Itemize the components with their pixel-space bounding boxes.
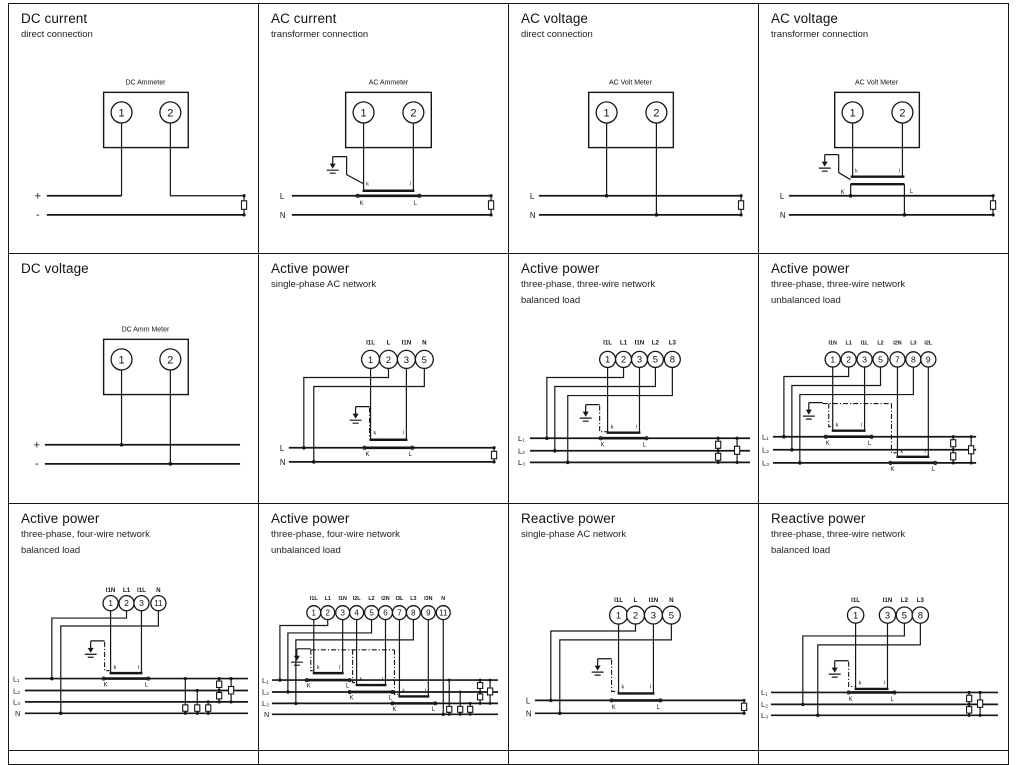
panel-active-power-3ph-4wire-unbalanced — [259, 504, 509, 751]
terminal-label: I1N — [105, 586, 116, 594]
terminal-number: 3 — [403, 354, 410, 366]
line-label: L₂ — [517, 446, 526, 456]
wires — [545, 367, 672, 464]
terminal-label: N — [156, 586, 161, 594]
ct-pri-K-label: K — [359, 200, 364, 207]
load-resistor — [206, 705, 211, 711]
terminal-number: 1 — [603, 107, 610, 120]
panel-active-power-3ph-4wire-balanced — [9, 504, 259, 751]
ct-pri-L-label: L — [408, 451, 413, 458]
wires — [278, 620, 445, 716]
load-resistor — [488, 201, 493, 210]
terminal-label: I1N — [401, 339, 412, 347]
load-resistor — [478, 694, 483, 700]
terminal-label: L1 — [845, 340, 852, 347]
terminal-number: 2 — [167, 107, 174, 120]
panel-partial-next-row — [509, 751, 759, 765]
panel-subtitle: three-phase, four-wire network — [21, 529, 150, 540]
earth-ground-icon — [592, 659, 612, 675]
wires — [801, 624, 920, 718]
panel-header — [771, 261, 905, 307]
terminal-label: L3 — [668, 339, 676, 347]
terminal-number: 8 — [910, 354, 916, 365]
terminal-number: 5 — [878, 354, 883, 365]
terminal-number: 8 — [669, 354, 675, 366]
ct-pri-L-label: L — [413, 200, 418, 207]
line-label: N — [263, 710, 270, 720]
panel-reactive-power-single-phase — [509, 504, 759, 751]
ct-sec-l-label: l — [424, 688, 426, 695]
line-label: L₃ — [761, 458, 770, 468]
ct-sec-k-label: k — [316, 665, 320, 672]
earth-ground-icon — [803, 403, 823, 420]
panel-title: Active power — [521, 261, 600, 276]
line-label: N — [279, 210, 286, 220]
terminal-number: 6 — [383, 608, 388, 618]
ct-sec-l-label: l — [860, 422, 863, 429]
terminal-number: 5 — [369, 608, 374, 618]
terminal-label: N — [422, 339, 427, 347]
line-label: + — [33, 439, 41, 452]
terminal-label: L2 — [368, 596, 375, 603]
current-transformer-1 — [305, 620, 351, 690]
terminal-label: L3 — [910, 340, 917, 347]
ct-sec-l-label: l — [883, 680, 885, 687]
ct-pri-L-label: L — [431, 706, 435, 713]
line-label: + — [34, 190, 42, 203]
earth-ground-icon — [350, 407, 370, 424]
ct-sec-k-label: k — [900, 448, 904, 455]
ct-pri-K-label: K — [306, 683, 311, 690]
panel-title: AC voltage — [521, 11, 589, 26]
panel-title: AC voltage — [771, 11, 839, 26]
panel-title: Active power — [271, 261, 350, 276]
panel-header — [21, 261, 89, 276]
line-label: L₂ — [261, 687, 270, 697]
current-transformer-1 — [824, 367, 873, 447]
terminal-label: I1L — [614, 597, 624, 605]
line-label: - — [35, 457, 39, 470]
terminal-number: 11 — [154, 598, 163, 608]
terminal-label: L1 — [619, 339, 628, 347]
terminal-number: 4 — [354, 608, 359, 618]
load-resistor — [969, 446, 974, 454]
ct-sec-k-label: k — [621, 684, 625, 691]
line-label: N — [525, 709, 532, 719]
wires — [47, 123, 247, 216]
terminal-number: 1 — [311, 608, 316, 618]
wires — [292, 194, 494, 216]
terminal-number: 3 — [650, 610, 657, 622]
current-transformer — [363, 368, 414, 457]
ct-pri-L-label: L — [144, 682, 149, 689]
terminal-label: L1 — [324, 596, 331, 603]
panel-header — [521, 261, 655, 307]
terminal-label: I2N — [893, 340, 902, 347]
terminal-label: L2 — [877, 340, 884, 347]
line-label: L — [279, 191, 285, 201]
ct-sec-k-label: k — [373, 430, 377, 437]
load-resistor — [241, 201, 246, 210]
panel-subtitle: direct connection — [21, 29, 93, 40]
terminal-number: 5 — [652, 354, 659, 366]
terminal-label: I1L — [309, 596, 318, 603]
panel-subtitle: three-phase, three-wire network — [521, 279, 656, 290]
current-transformer — [102, 611, 150, 689]
panel-subtitle: single-phase AC network — [521, 529, 627, 540]
terminal-label: I1L — [860, 340, 869, 347]
panel-ac-voltage-direct — [509, 4, 759, 254]
ct-pri-K-label: K — [349, 695, 354, 702]
ct-sec-k-label: k — [113, 665, 117, 672]
ground-dash-wire — [849, 662, 855, 687]
ground-wire — [347, 157, 364, 184]
terminal-number: 1 — [852, 610, 859, 622]
load-resistor — [978, 700, 983, 707]
line-label: N — [279, 457, 286, 467]
ct-pri-L-label: L — [867, 440, 872, 447]
terminal-label: I1N — [648, 597, 659, 605]
panel-title: Reactive power — [521, 511, 616, 526]
panel-header — [271, 261, 376, 292]
current-transformer — [610, 624, 662, 711]
ct-pri-K-label: K — [848, 696, 853, 703]
panel-partial-next-row — [9, 751, 259, 765]
line-label: L₂ — [760, 700, 769, 710]
terminal-label: L3 — [410, 596, 417, 603]
load-resistor — [738, 201, 743, 210]
power-lines — [773, 435, 976, 464]
line-label: L₃ — [760, 711, 769, 721]
line-label: N — [14, 709, 21, 719]
earth-ground-icon — [819, 155, 839, 172]
load-resistor — [967, 695, 972, 701]
ct-pri-K-label: K — [600, 442, 605, 449]
load-resistor — [716, 441, 721, 448]
load-resistor — [734, 446, 739, 454]
terminal-number: 11 — [439, 608, 448, 618]
panel-header — [771, 11, 868, 42]
panel-subtitle: three-phase, four-wire network — [271, 529, 400, 540]
line-label: L — [529, 191, 535, 201]
panel-active-power-3ph-3wire-balanced — [509, 254, 759, 504]
load-resistor — [468, 706, 473, 712]
terminal-label: L2 — [900, 597, 909, 605]
panel-header — [21, 511, 150, 557]
ground-dash-wire — [823, 404, 897, 453]
line-label: L — [779, 191, 785, 201]
terminal-number: 8 — [917, 610, 923, 622]
terminal-number: 3 — [340, 608, 345, 618]
load-resistor — [447, 706, 452, 712]
panel-dc-voltage — [9, 254, 259, 504]
line-label: L₁ — [12, 674, 20, 684]
ct-sec-k-label: k — [835, 422, 839, 429]
line-label: L₁ — [761, 432, 769, 442]
line-label: - — [36, 208, 40, 221]
load-resistor — [990, 201, 995, 210]
ct-pri-L-label: L — [656, 704, 661, 711]
terminal-number: 2 — [620, 354, 627, 366]
ct-pri-K-label: K — [825, 440, 830, 447]
panel-subtitle-2: unbalanced load — [771, 294, 841, 306]
line-label: L₃ — [517, 458, 526, 468]
panel-subtitle: single-phase AC network — [271, 279, 377, 290]
panel-subtitle-2: balanced load — [771, 544, 831, 556]
line-label: L — [525, 696, 531, 706]
ct-pri-L-label: L — [642, 442, 647, 449]
terminal-number: 7 — [895, 354, 900, 365]
voltage-transformer — [841, 123, 914, 217]
current-transformer — [599, 367, 648, 448]
panel-dc-current-direct — [9, 4, 259, 254]
earth-ground-icon — [829, 661, 849, 677]
vt-pri-K-label: K — [840, 189, 845, 196]
terminal-label: I1L — [851, 597, 861, 605]
ct-pri-L-label: L — [388, 695, 393, 702]
load-resistor — [458, 706, 463, 712]
terminal-label: I1L — [366, 339, 376, 347]
terminal-label: I3L — [395, 596, 404, 603]
vt-sec-l-label: l — [898, 168, 900, 175]
terminal-number: 2 — [632, 610, 639, 622]
terminal-number: 1 — [849, 107, 856, 120]
panel-title: Active power — [271, 511, 350, 526]
current-transformer — [356, 123, 421, 207]
terminal-label: I1N — [338, 596, 347, 603]
terminal-number: 9 — [925, 354, 931, 365]
load-resistor — [217, 692, 222, 698]
panel-partial-next-row — [259, 751, 509, 765]
terminal-number: 3 — [139, 598, 144, 609]
ct-sec-l-label: l — [649, 684, 651, 691]
terminal-number: 1 — [108, 598, 113, 609]
ct-sec-k-label: k — [858, 680, 862, 687]
terminal-number: 1 — [360, 107, 367, 120]
terminal-number: 5 — [901, 610, 908, 622]
panel-ac-voltage-transformer — [759, 4, 1009, 254]
terminal-number: 2 — [899, 107, 906, 120]
ct-sec-k-label: k — [610, 424, 614, 431]
ground-wire — [839, 155, 851, 180]
line-label: L₂ — [761, 445, 770, 455]
panel-header — [521, 11, 593, 42]
load-resistor — [951, 440, 956, 447]
panel-active-power-single-phase — [259, 254, 509, 504]
ct-sec-l-label: l — [635, 424, 637, 431]
terminal-number: 1 — [830, 354, 836, 365]
terminal-number: 1 — [604, 354, 611, 366]
power-lines — [25, 677, 248, 715]
earth-ground-icon — [580, 405, 600, 422]
panel-subtitle: three-phase, three-wire network — [771, 279, 906, 290]
load-resistor — [741, 703, 746, 710]
earth-ground-icon — [291, 649, 311, 665]
terminal-number: 1 — [367, 354, 374, 366]
terminal-label: I1N — [882, 597, 893, 605]
panel-header — [271, 11, 368, 42]
panel-title: Active power — [21, 511, 100, 526]
vt-pri-L-label: L — [909, 188, 914, 195]
terminal-label: I2N — [381, 596, 390, 603]
terminal-number: 9 — [426, 608, 431, 618]
meter-label: DC Amm Meter — [121, 326, 170, 334]
terminal-number: 5 — [668, 610, 674, 622]
terminal-label: L3 — [916, 597, 924, 605]
meter-label: AC Volt Meter — [609, 79, 653, 87]
ct-sec-l-label: l — [402, 430, 404, 437]
line-label: L₂ — [12, 686, 21, 696]
terminal-number: 1 — [615, 610, 622, 622]
load-resistor — [491, 451, 496, 459]
terminal-label: I1L — [137, 586, 146, 594]
terminal-number: 8 — [411, 608, 416, 618]
line-label: L₁ — [261, 675, 269, 685]
panel-header — [21, 11, 93, 42]
panel-subtitle-2: balanced load — [21, 544, 81, 556]
ground-dash-wire — [105, 642, 110, 671]
panel-title: Active power — [771, 261, 850, 276]
wiring-diagram — [9, 254, 258, 503]
load-resistor — [229, 687, 234, 694]
meter-label: DC Ammeter — [125, 79, 166, 87]
load-resistor — [478, 683, 483, 689]
vt-sec-k-label: k — [855, 168, 858, 175]
ct-sec-k-label: k — [359, 677, 363, 684]
ground-dash-wire — [600, 406, 607, 432]
line-label: L₃ — [12, 697, 21, 707]
panel-active-power-3ph-3wire-unbalanced — [759, 254, 1009, 504]
terminal-number: 2 — [167, 354, 174, 367]
ct-pri-L-label: L — [345, 683, 350, 690]
ct-pri-K-label: K — [392, 706, 397, 713]
ct-pri-K-label: K — [611, 704, 616, 711]
terminal-label: N — [669, 597, 674, 605]
panel-title: Reactive power — [771, 511, 866, 526]
panel-title: DC current — [21, 11, 88, 26]
ct-pri-K-label: K — [890, 466, 895, 473]
terminal-label: I1N — [828, 340, 837, 347]
panel-reactive-power-3ph-3wire-balanced — [759, 504, 1009, 751]
ct-sec-l-label: l — [338, 665, 341, 672]
ct-sec-l-label: l — [924, 448, 926, 455]
ground-dash-wire — [612, 660, 618, 692]
terminal-label: L — [633, 597, 638, 605]
panel-title: DC voltage — [21, 261, 89, 276]
ct-pri-L-label: L — [890, 696, 895, 703]
terminal-number: 2 — [124, 598, 129, 609]
panel-header — [771, 511, 905, 557]
schematic-sheet — [8, 3, 1009, 765]
panel-ac-current-transformer — [259, 4, 509, 254]
terminal-number: 2 — [846, 354, 852, 365]
panel-subtitle-2: unbalanced load — [271, 544, 341, 556]
terminal-label: L — [386, 339, 391, 347]
terminal-label: I2L — [924, 340, 933, 347]
terminal-label: L2 — [651, 339, 660, 347]
terminal-label: I1N — [634, 339, 645, 347]
load-resistor — [195, 705, 200, 711]
panel-header — [271, 511, 400, 557]
line-label: N — [779, 210, 786, 220]
terminal-number: 2 — [325, 608, 330, 618]
panel-subtitle: three-phase, three-wire network — [771, 529, 906, 540]
line-label: L₃ — [261, 699, 270, 709]
wires — [789, 194, 996, 216]
panel-subtitle: transformer connection — [771, 29, 869, 40]
panel-header — [521, 511, 626, 542]
line-label: N — [529, 210, 536, 220]
earth-ground-icon — [327, 157, 347, 174]
terminal-number: 3 — [636, 354, 643, 366]
terminal-label: L1 — [122, 586, 131, 594]
terminal-number: 2 — [653, 107, 660, 120]
terminal-label: I2L — [352, 596, 361, 603]
ct-sec-l-label: l — [409, 181, 411, 188]
panel-subtitle-2: balanced load — [521, 294, 581, 306]
power-lines — [771, 691, 998, 717]
meter-label: AC Ammeter — [368, 79, 409, 87]
line-label: L — [279, 443, 285, 453]
terminal-label: N — [441, 596, 446, 603]
line-label: L₁ — [517, 434, 525, 444]
panel-partial-next-row — [759, 751, 1009, 765]
ct-sec-l-label: l — [137, 665, 139, 672]
ct-pri-L-label: L — [931, 466, 935, 473]
wires — [539, 123, 744, 217]
power-lines — [535, 699, 747, 715]
terminal-number: 5 — [421, 354, 427, 366]
terminal-number: 1 — [118, 107, 125, 120]
load-resistor — [716, 453, 721, 460]
earth-ground-icon — [85, 641, 105, 657]
load-resistor — [487, 688, 492, 695]
load-resistor — [217, 681, 222, 687]
meter-label: AC Volt Meter — [855, 79, 899, 87]
ct-sec-k-label: k — [402, 688, 406, 695]
power-lines — [530, 437, 750, 464]
wires — [45, 370, 240, 466]
terminal-number: 1 — [118, 354, 125, 367]
ct-pri-K-label: K — [365, 451, 370, 458]
terminal-number: 3 — [862, 354, 867, 365]
ct-sec-l-label: l — [381, 677, 384, 684]
terminal-label: I1L — [603, 339, 613, 347]
ct-pri-K-label: K — [103, 682, 108, 689]
load-resistor — [951, 453, 956, 460]
panel-title: AC current — [271, 11, 337, 26]
panel-subtitle: transformer connection — [271, 29, 369, 40]
terminal-number: 3 — [884, 610, 891, 622]
terminal-number: 2 — [410, 107, 417, 120]
load-resistor — [967, 707, 972, 713]
terminal-label: I3N — [424, 596, 433, 603]
panel-subtitle: direct connection — [521, 29, 593, 40]
load-resistor — [183, 705, 188, 711]
terminal-number: 2 — [385, 354, 392, 366]
line-label: L₁ — [760, 688, 768, 698]
ct-sec-k-label: k — [366, 181, 369, 188]
terminal-number: 7 — [397, 608, 402, 618]
